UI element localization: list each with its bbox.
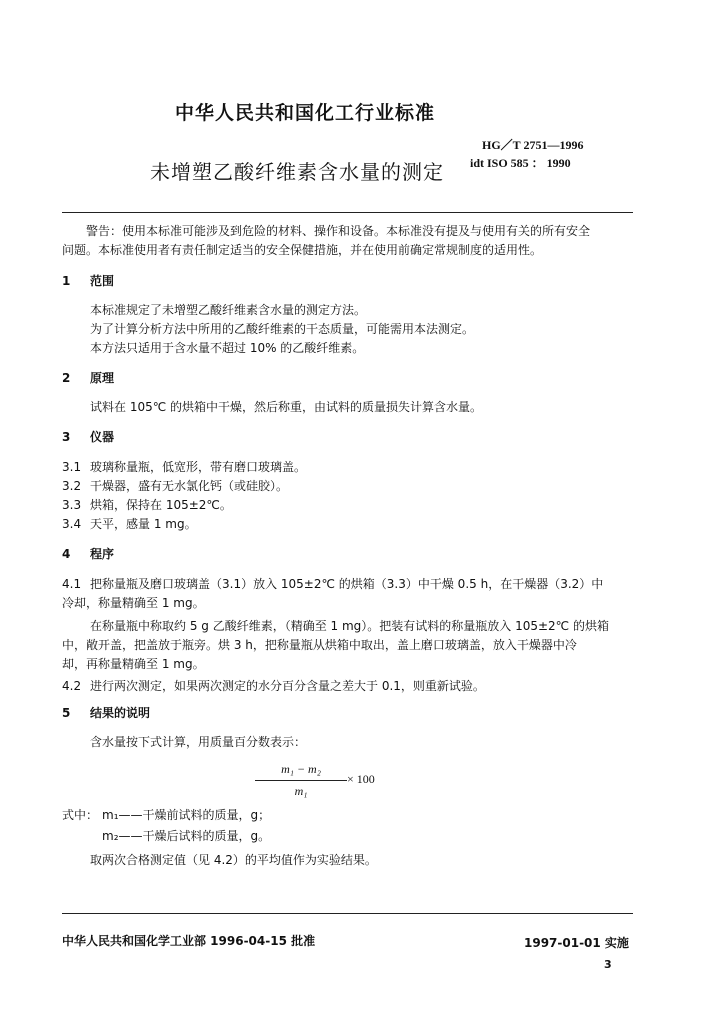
procedure-4-1-text: 把称量瓶及磨口玻璃盖（3.1）放入 105±2℃ 的烘箱（3.3）中干燥 0.5 h，在干燥器（3.2）中 — [90, 577, 604, 591]
section-4-heading — [62, 545, 114, 562]
procedure-4-2-text: 进行两次测定，如果两次测定的水分百分含量之差大于 0.1，则重新试验。 — [90, 679, 485, 693]
section-3-heading — [62, 428, 114, 445]
procedure-4-1-line-1 — [62, 575, 603, 593]
section-3-title: 仪器 — [90, 430, 115, 444]
section-5-number: 5 — [62, 706, 71, 720]
variable-m1-definition: m₁——干燥前试料的质量，g； — [102, 808, 271, 822]
page-number: 3 — [604, 958, 612, 971]
apparatus-item-number: 3.1 — [62, 460, 82, 474]
section-1-number: 1 — [62, 274, 71, 288]
apparatus-item — [62, 477, 288, 495]
section-4-title: 程序 — [90, 547, 115, 561]
procedure-4-2-number: 4.2 — [62, 679, 82, 693]
result-final-statement: 取两次合格测定值（见 4.2）的平均值作为实验结果。 — [90, 853, 377, 867]
result-intro: 含水量按下式计算，用质量百分数表示： — [90, 735, 307, 749]
section-2-heading — [62, 369, 114, 386]
warning-line-1: 警告：使用本标准可能涉及到危险的材料、操作和设备。本标准没有提及与使用有关的所有安全 — [86, 224, 591, 238]
section-1-heading — [62, 272, 114, 289]
document-title: 未增塑乙酸纤维素含水量的测定 — [150, 160, 444, 184]
variable-m2-definition: m₂——干燥后试料的质量，g。 — [102, 829, 271, 843]
section-2-title: 原理 — [90, 371, 115, 385]
footer-rule — [62, 913, 633, 914]
apparatus-item-text: 烘箱，保持在 105±2℃。 — [90, 498, 232, 512]
procedure-4-1b-line-2: 中，敞开盖，把盖放于瓶旁。烘 3 h，把称量瓶从烘箱中取出，盖上磨口玻璃盖，放入干燥器中冷 — [62, 638, 577, 652]
apparatus-item-number: 3.4 — [62, 517, 82, 531]
section-2-para: 试料在 105℃ 的烘箱中干燥，然后称重，由试料的质量损失计算含水量。 — [90, 400, 483, 414]
section-5-title: 结果的说明 — [90, 706, 151, 720]
apparatus-item-number: 3.3 — [62, 498, 82, 512]
section-3-number: 3 — [62, 430, 71, 444]
approval-line: 中华人民共和国化学工业部 1996-04-15 批准 — [62, 934, 316, 948]
section-5-heading — [62, 704, 150, 721]
procedure-4-1-line-2: 冷却，称量精确至 1 mg。 — [62, 596, 205, 610]
apparatus-item — [62, 515, 197, 533]
procedure-4-2 — [62, 677, 485, 695]
section-1-para-2: 为了计算分析方法中所用的乙酸纤维素的干态质量，可能需用本法测定。 — [90, 322, 475, 336]
formula-multiplier: × 100 — [347, 772, 375, 786]
formula-fraction — [255, 762, 347, 799]
apparatus-item-text: 干燥器，盛有无水氯化钙（或硅胶）。 — [90, 479, 289, 493]
header-rule — [62, 212, 633, 213]
section-1-para-1: 本标准规定了未增塑乙酸纤维素含水量的测定方法。 — [90, 303, 367, 317]
warning-line-2: 问题。本标准使用者有责任制定适当的安全保健措施，并在使用前确定常规制度的适用性。 — [62, 243, 543, 257]
section-4-number: 4 — [62, 547, 71, 561]
apparatus-item — [62, 458, 306, 476]
standard-body-title: 中华人民共和国化工行业标准 — [175, 102, 436, 124]
apparatus-item-number: 3.2 — [62, 479, 82, 493]
implementation-date: 1997-01-01 实施 — [524, 936, 629, 950]
iso-equivalence: idt ISO 585 ： 1990 — [470, 156, 571, 170]
section-1-para-3: 本方法只适用于含水量不超过 10% 的乙酸纤维素。 — [90, 341, 365, 355]
section-2-number: 2 — [62, 371, 71, 385]
section-1-title: 范围 — [90, 274, 115, 288]
where-label: 式中： — [62, 808, 99, 822]
apparatus-item-text: 玻璃称量瓶，低宽形，带有磨口玻璃盖。 — [90, 460, 307, 474]
formula-denominator: m₁ — [294, 784, 308, 798]
procedure-4-1b-line-3: 却，再称量精确至 1 mg。 — [62, 657, 205, 671]
apparatus-item-text: 天平，感量 1 mg。 — [90, 517, 197, 531]
procedure-4-1b-line-1: 在称量瓶中称取约 5 g 乙酸纤维素，（精确至 1 mg）。把装有试料的称量瓶放入 105±2℃ 的烘箱 — [90, 619, 609, 633]
formula-numerator: m₁ − m₂ — [255, 762, 347, 781]
procedure-4-1-number: 4.1 — [62, 577, 82, 591]
standard-code: HG／T 2751—1996 — [482, 138, 584, 152]
apparatus-item — [62, 496, 232, 514]
